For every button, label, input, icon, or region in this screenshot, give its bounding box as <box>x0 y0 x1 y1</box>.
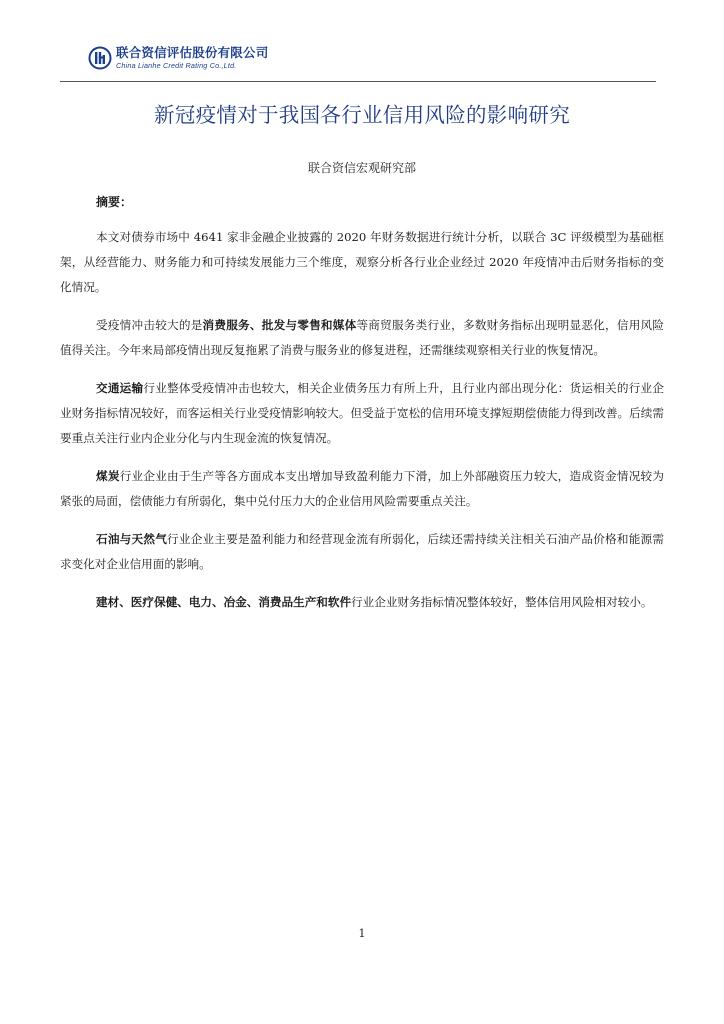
paragraph-3-highlight: 交通运输 <box>96 381 144 395</box>
paragraph-4-text: 行业企业由于生产等各方面成本支出增加导致盈利能力下滑，加上外部融资压力较大，造成资金情况较为紧张的局面，偿债能力有所弱化，集中兑付压力大的企业信用风险需要重点关注。 <box>60 469 664 508</box>
paragraph-3-text: 行业整体受疫情冲击也较大，相关企业债务压力有所上升，且行业内部出现分化：货运相关的行业企业财务指标情况较好，而客运相关行业受疫情影响较大。但受益于宽松的信用环境支撑短期偿债能力得到改善。后续需要重点关注行业内企业分化与内生现金流的恢复情况。 <box>60 381 664 445</box>
paragraph-1 <box>60 225 664 300</box>
paragraph-2 <box>60 313 664 363</box>
page-number: 1 <box>358 927 366 940</box>
company-header <box>88 46 268 70</box>
paragraph-6-highlight: 建材、医疗保健、电力、冶金、消费品生产和软件 <box>96 595 352 609</box>
paragraph-1-text: 本文对债券市场中 4641 家非金融企业披露的 2020 年财务数据进行统计分析，以联合 3C 评级模型为基础框架，从经营能力、财务能力和可持续发展能力三个维度，观察分析各行业企业经过 2020 年疫情冲击后财务指标的变化情况。 <box>60 230 664 294</box>
paragraph-4-highlight: 煤炭 <box>96 469 120 483</box>
company-name-block <box>116 44 269 71</box>
company-name-cn: 联合资信评估股份有限公司 <box>116 44 269 60</box>
paragraph-2-highlight: 消费服务、批发与零售和媒体 <box>202 318 357 332</box>
document-title: 新冠疫情对于我国各行业信用风险的影响研究 <box>154 103 570 127</box>
paragraph-2-text: 等商贸服务类行业，多数财务指标出现明显恶化，信用风险值得关注。今年来局部疫情出现反复拖累了消费与服务业的修复进程，还需继续观察相关行业的恢复情况。 <box>60 318 664 357</box>
paragraph-5-highlight: 石油与天然气 <box>96 532 168 546</box>
paragraph-4 <box>60 464 664 514</box>
lianhe-logo-icon <box>88 46 112 70</box>
paragraph-6 <box>60 590 664 615</box>
document-author: 联合资信宏观研究部 <box>307 161 416 175</box>
paragraph-6-text: 行业企业财务指标情况整体较好，整体信用风险相对较小。 <box>351 595 653 609</box>
paragraph-2-lead: 受疫情冲击较大的是 <box>96 318 203 332</box>
abstract-heading: 摘要： <box>96 195 133 209</box>
abstract-body <box>60 225 664 628</box>
company-name-en: China Lianhe Credit Rating Co.,Ltd. <box>116 61 237 71</box>
paragraph-5-text: 行业企业主要是盈利能力和经营现金流有所弱化，后续还需持续关注相关石油产品价格和能源需求变化对企业信用面的影响。 <box>60 532 664 571</box>
paragraph-3 <box>60 376 664 451</box>
paragraph-5 <box>60 527 664 577</box>
header-divider <box>60 81 656 82</box>
